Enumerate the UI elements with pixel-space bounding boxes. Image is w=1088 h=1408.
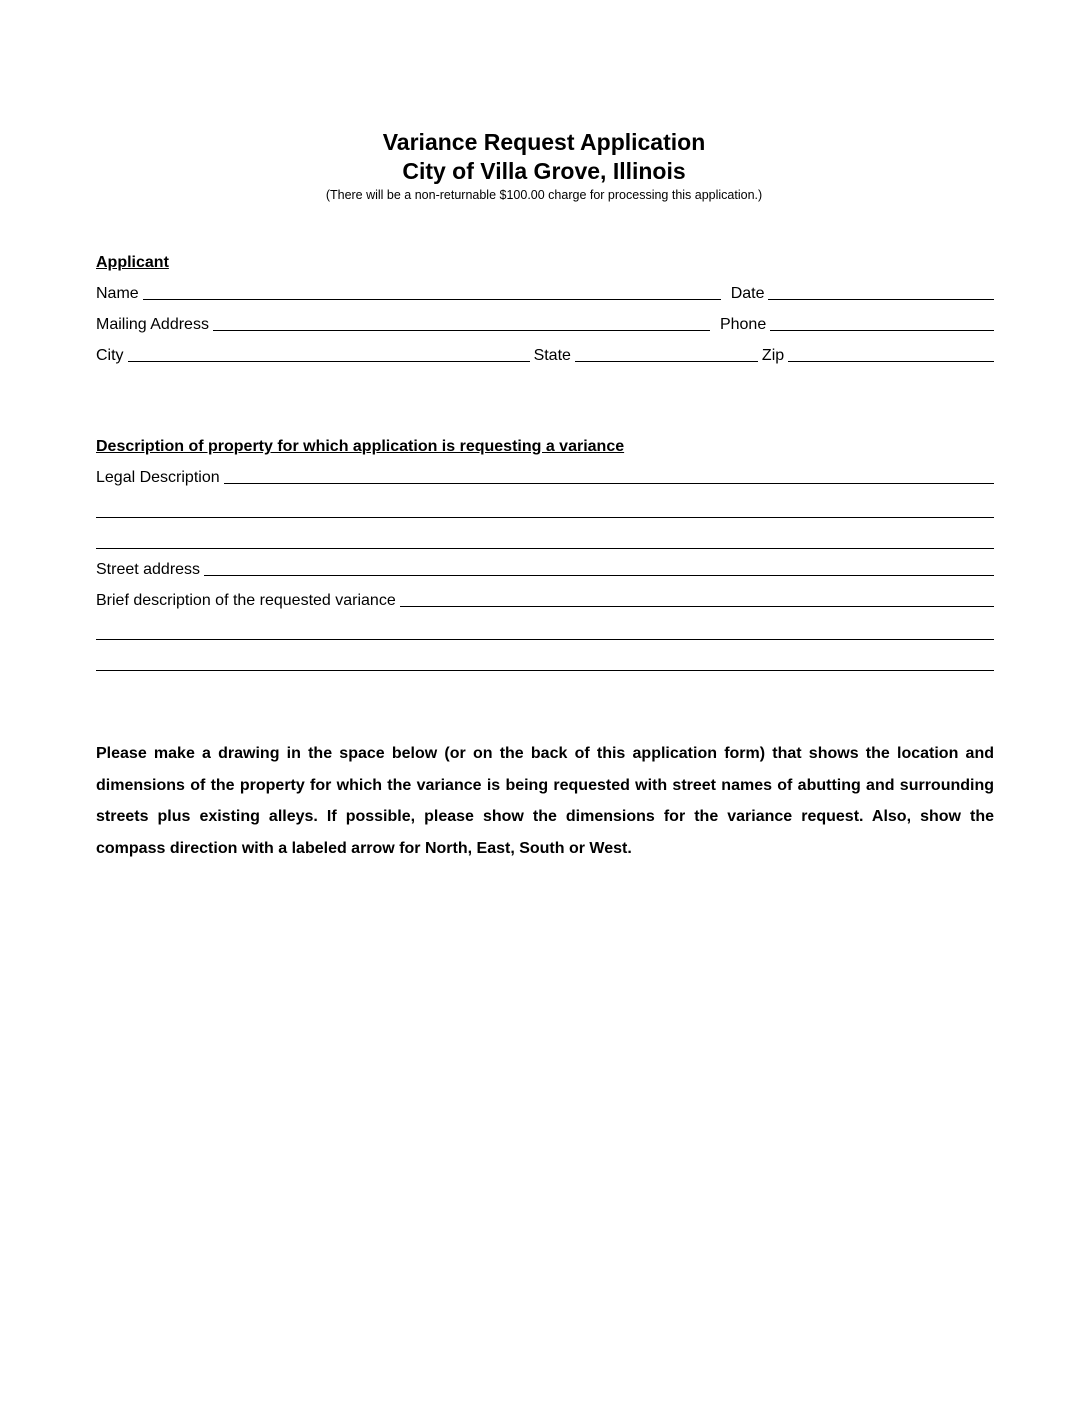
- form-city-title: City of Villa Grove, Illinois: [402, 158, 686, 184]
- legal-description-row: [96, 466, 994, 488]
- fee-note: (There will be a non-returnable $100.00 charge for processing this application.): [325, 188, 763, 202]
- drawing-instructions: Please make a drawing in the space below (or on the back of this application form) that shows the location and dimensions of the property for which the variance is being requested with street names of abutting and surrounding streets plus existing alleys. If possible, please show the dimensions for the variance request. Also, show the compass direction with a labeled arrow for North, East, South or West.: [96, 745, 994, 857]
- street-address-row: [96, 558, 994, 580]
- property-heading: Description of property for which application is requesting a variance: [96, 438, 625, 455]
- variance-description-field-line-2[interactable]: [96, 639, 994, 640]
- name-label: Name: [96, 285, 139, 302]
- street-address-field[interactable]: [204, 574, 994, 576]
- phone-field[interactable]: [770, 329, 994, 331]
- form-title: Variance Request Application: [382, 129, 706, 155]
- city-state-zip-row: [96, 344, 994, 366]
- city-field[interactable]: [128, 360, 530, 362]
- mailing-address-label: Mailing Address: [96, 316, 209, 333]
- variance-description-field[interactable]: [400, 605, 994, 607]
- legal-description-field-line-3[interactable]: [96, 548, 994, 549]
- name-field[interactable]: [143, 298, 721, 300]
- date-field[interactable]: [768, 298, 994, 300]
- name-date-row: [96, 282, 994, 304]
- mailing-address-field[interactable]: [213, 329, 710, 331]
- form-header: [0, 128, 1088, 203]
- legal-description-field-line-2[interactable]: [96, 517, 994, 518]
- applicant-heading: Applicant: [96, 254, 169, 271]
- zip-label: Zip: [761, 347, 785, 364]
- street-address-label: Street address: [96, 561, 201, 578]
- variance-description-field-line-3[interactable]: [96, 670, 994, 671]
- zip-field[interactable]: [788, 360, 994, 362]
- state-field[interactable]: [575, 360, 758, 362]
- phone-label: Phone: [719, 316, 767, 333]
- variance-description-row: [96, 589, 994, 611]
- legal-description-field[interactable]: [224, 482, 994, 484]
- date-label: Date: [730, 285, 765, 302]
- state-label: State: [533, 347, 571, 364]
- address-phone-row: [96, 313, 994, 335]
- legal-description-label: Legal Description: [96, 469, 220, 486]
- variance-description-label: Brief description of the requested variance: [96, 592, 396, 609]
- city-label: City: [96, 347, 124, 364]
